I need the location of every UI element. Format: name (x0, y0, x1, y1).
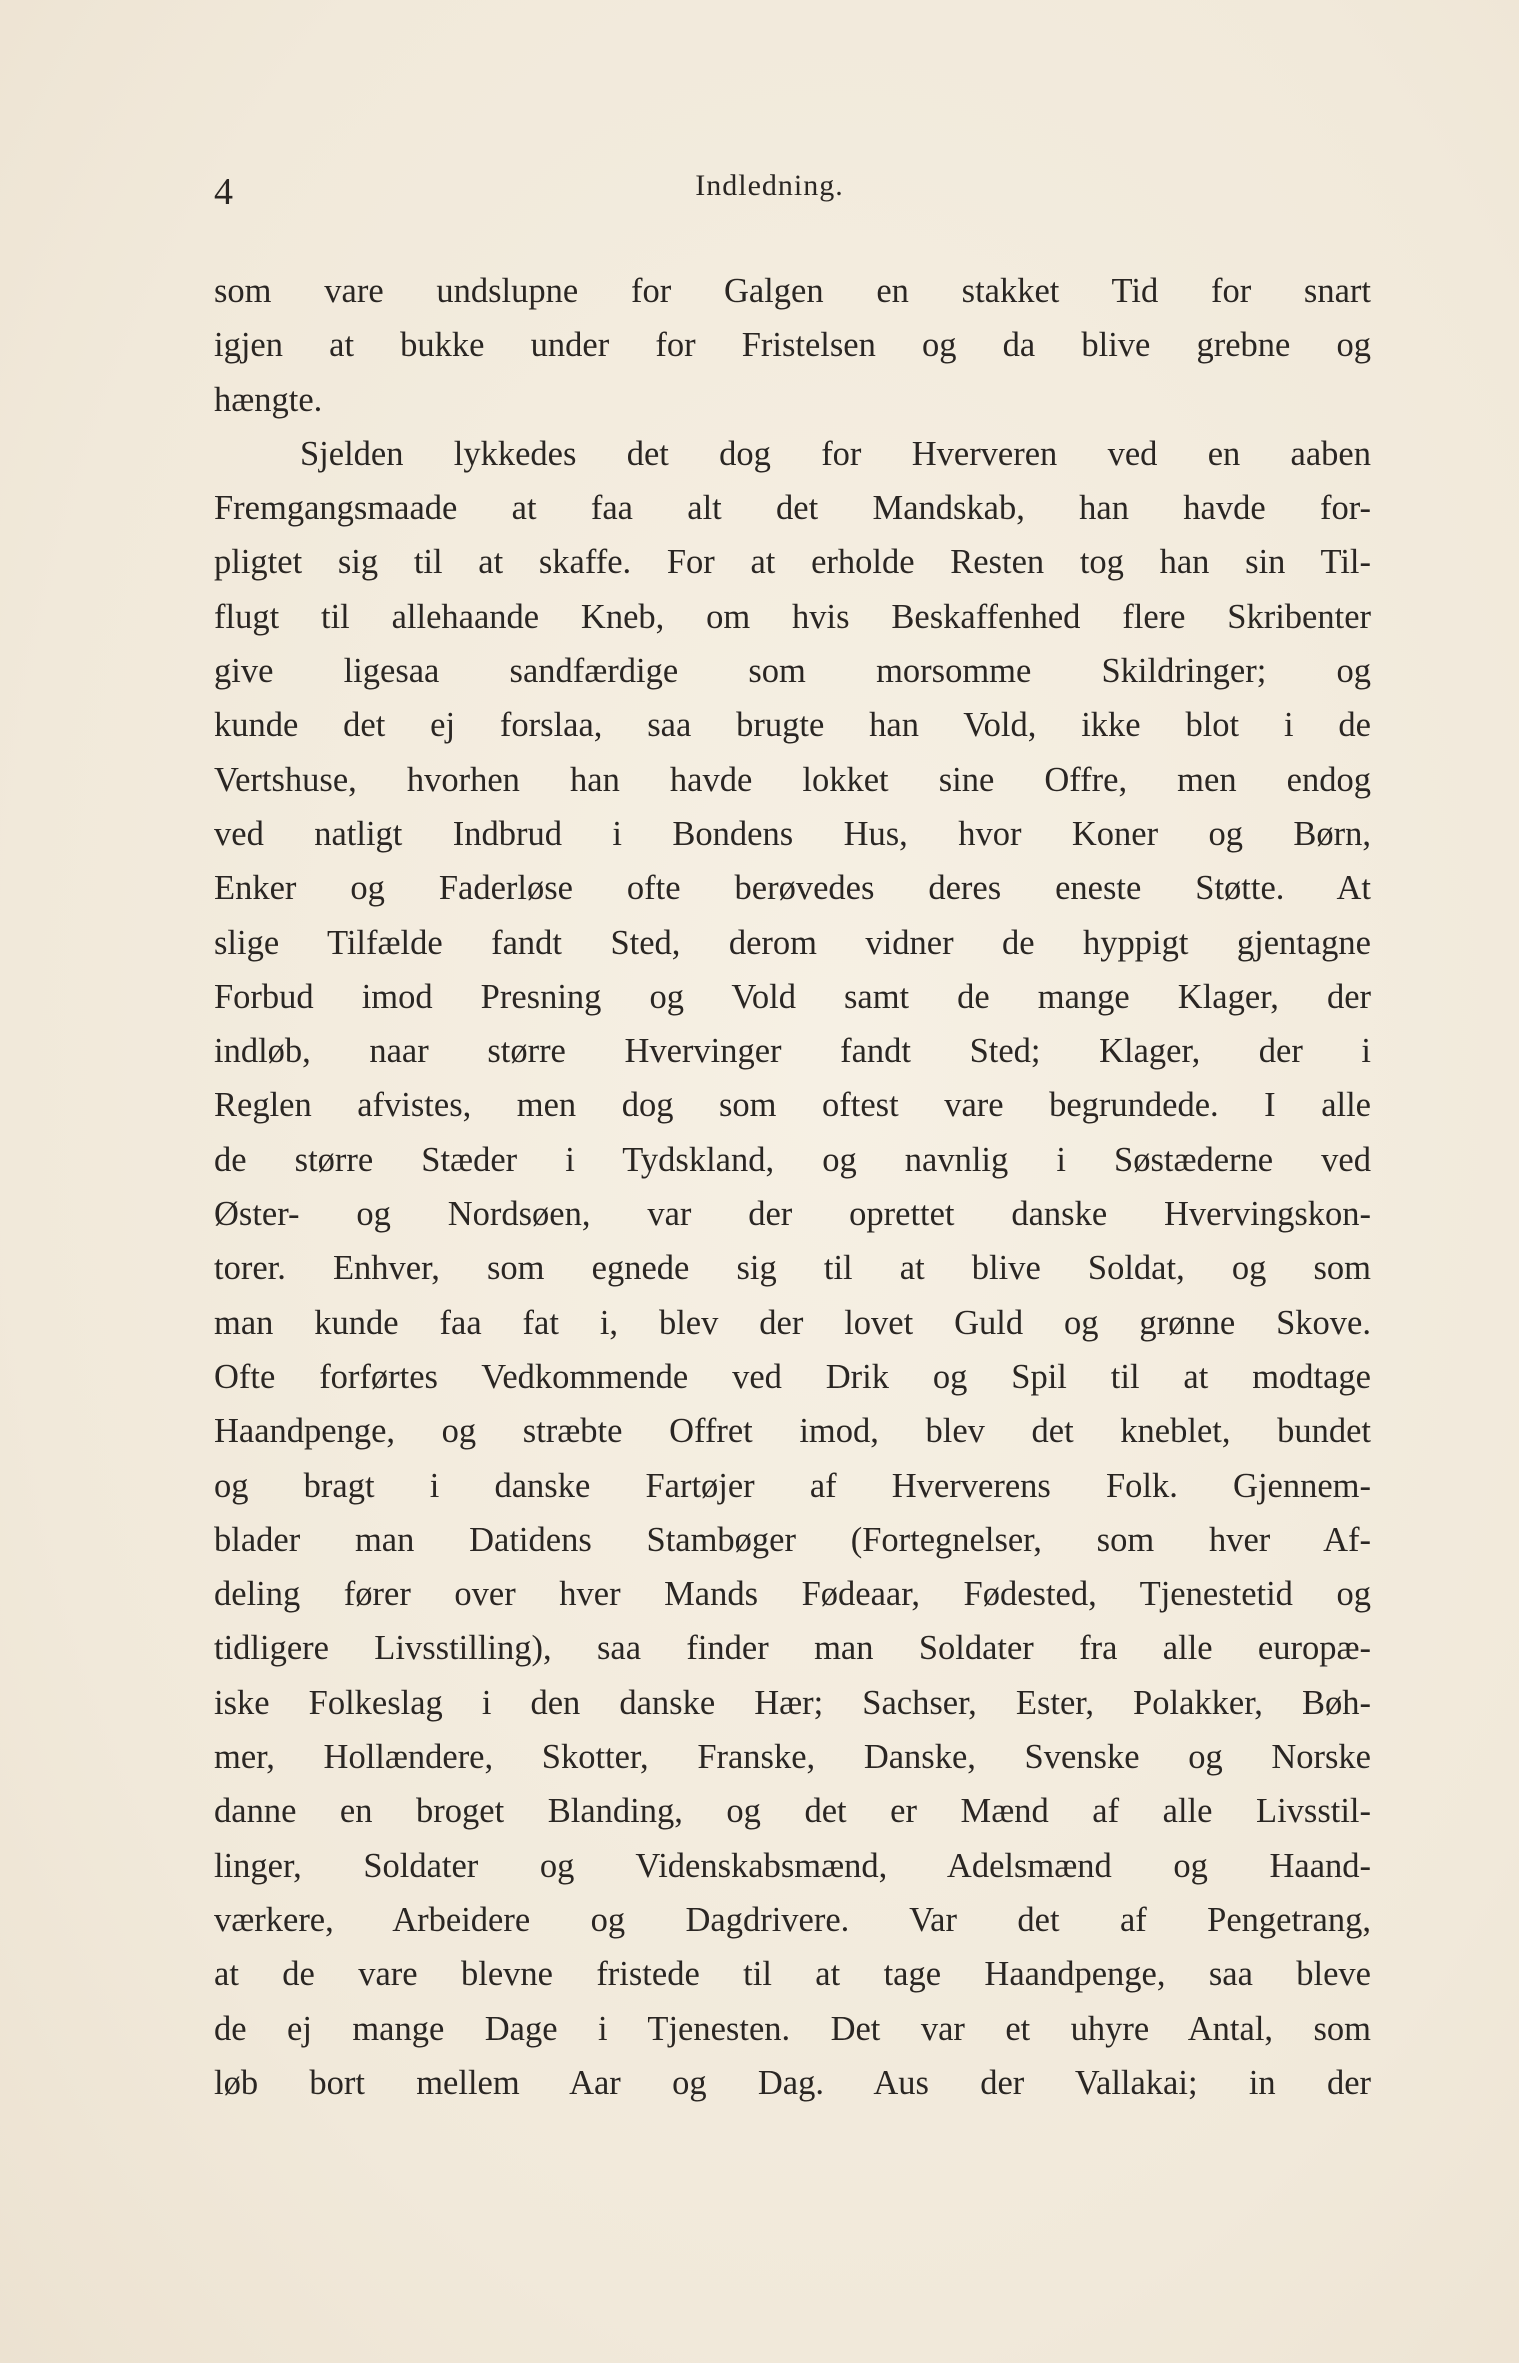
body-text (214, 264, 1371, 2110)
text-line: danne en broget Blanding, og det er Mænd af alle Livsstil- (214, 1792, 1371, 1831)
text-line: værkere, Arbeidere og Dagdrivere. Var det af Pengetrang, (214, 1900, 1371, 1939)
text-line: og bragt i danske Fartøjer af Hververens Folk. Gjennem- (214, 1466, 1371, 1505)
text-line: at de vare blevne fristede til at tage Haandpenge, saa bleve (214, 1955, 1371, 1994)
text-line: torer. Enhver, som egnede sig til at blive Soldat, og som (214, 1249, 1371, 1288)
text-line: hængte. (214, 380, 323, 419)
text-line: kunde det ej forslaa, saa brugte han Vold, ikke blot i de (214, 706, 1371, 745)
text-line: Haandpenge, og stræbte Offret imod, blev det kneblet, bundet (214, 1412, 1371, 1451)
text-line: mer, Hollændere, Skotter, Franske, Danske, Svenske og Norske (214, 1738, 1371, 1777)
text-line: Sjelden lykkedes det dog for Hververen ved en aaben (300, 434, 1371, 473)
text-line: de større Stæder i Tydskland, og navnlig i Søstæderne ved (214, 1140, 1371, 1179)
text-line: Enker og Faderløse ofte berøvedes deres eneste Støtte. At (214, 869, 1371, 908)
text-line: løb bort mellem Aar og Dag. Aus der Vallakai; in der (214, 2063, 1371, 2102)
text-line: tidligere Livsstilling), saa finder man Soldater fra alle europæ- (214, 1629, 1371, 1668)
text-line: give ligesaa sandfærdige som morsomme Skildringer; og (214, 652, 1371, 691)
text-line: igjen at bukke under for Fristelsen og da blive grebne og (214, 326, 1371, 365)
text-line: linger, Soldater og Videnskabsmænd, Adelsmænd og Haand- (214, 1846, 1371, 1885)
text-line: man kunde faa fat i, blev der lovet Guld og grønne Skove. (214, 1303, 1371, 1342)
text-line: iske Folkeslag i den danske Hær; Sachser, Ester, Polakker, Bøh- (214, 1683, 1371, 1722)
text-line: ved natligt Indbrud i Bondens Hus, hvor Koner og Børn, (214, 814, 1371, 853)
text-line: pligtet sig til at skaffe. For at erholde Resten tog han sin Til- (214, 543, 1371, 582)
text-line: Vertshuse, hvorhen han havde lokket sine Offre, men endog (214, 760, 1371, 799)
text-line: som vare undslupne for Galgen en stakket Tid for snart (214, 272, 1371, 310)
text-line: flugt til allehaande Kneb, om hvis Beskaffenhed flere Skribenter (214, 597, 1371, 636)
text-line: Reglen afvistes, men dog som oftest vare begrundede. I alle (214, 1086, 1371, 1125)
text-line: indløb, naar større Hvervinger fandt Sted; Klager, der i (214, 1032, 1371, 1071)
running-head: Indledning. (695, 169, 844, 202)
page-number: 4 (214, 171, 233, 213)
text-line: Ofte forførtes Vedkommende ved Drik og Spil til at modtage (214, 1357, 1371, 1396)
text-line: Fremgangsmaade at faa alt det Mandskab, han havde for- (214, 489, 1371, 528)
text-line: de ej mange Dage i Tjenesten. Det var et uhyre Antal, som (214, 2009, 1371, 2048)
text-line: blader man Datidens Stambøger (Fortegnelser, som hver Af- (214, 1520, 1371, 1559)
text-line: slige Tilfælde fandt Sted, derom vidner de hyppigt gjentagne (214, 923, 1371, 962)
text-line: Øster- og Nordsøen, var der oprettet danske Hvervingskon- (214, 1195, 1371, 1234)
text-line: deling fører over hver Mands Fødeaar, Fødested, Tjenestetid og (214, 1575, 1371, 1614)
text-line: Forbud imod Presning og Vold samt de mange Klager, der (214, 977, 1371, 1016)
